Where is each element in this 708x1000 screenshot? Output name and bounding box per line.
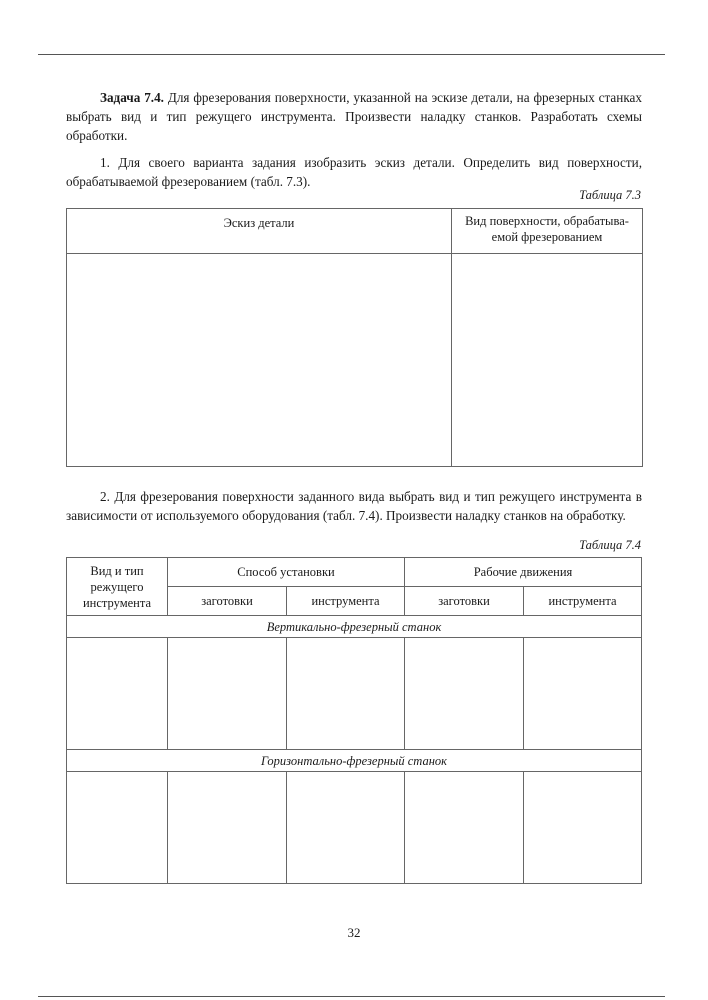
header-tool-type: Вид и тип режущего инструмента: [67, 558, 168, 616]
table-7-3-caption: Таблица 7.3: [579, 188, 641, 202]
cell-horizontal-tool[interactable]: [67, 772, 168, 884]
subheader-motion-tool: инструмента: [524, 587, 642, 616]
cell-horizontal-motion-tool[interactable]: [524, 772, 642, 884]
cell-horizontal-mount-workpiece[interactable]: [168, 772, 287, 884]
subheader-mount-workpiece: заготовки: [168, 587, 287, 616]
header-mounting-method: Способ установки: [168, 558, 405, 587]
section-vertical-milling: Вертикально-фрезерный станок: [67, 616, 642, 638]
header-rule: [38, 54, 665, 55]
table-7-4-caption: Таблица 7.4: [579, 538, 641, 552]
cell-sketch[interactable]: [67, 254, 452, 467]
step2-paragraph: [66, 487, 642, 525]
step2-text: 2. Для фрезерования поверхности заданного вида выбрать вид и тип режущего инструмента в зависимости от используемого оборудования (табл. 7.4). Произвести наладку станков на обработку.: [66, 489, 642, 523]
step1-paragraph: [66, 153, 642, 191]
section-horizontal-milling: Горизонтально-фрезерный станок: [67, 750, 642, 772]
cell-vertical-motion-tool[interactable]: [524, 638, 642, 750]
table-7-4: [66, 557, 642, 884]
header-working-motions: Рабочие движения: [405, 558, 642, 587]
cell-vertical-motion-workpiece[interactable]: [405, 638, 524, 750]
subheader-mount-tool: инструмента: [287, 587, 405, 616]
cell-horizontal-mount-tool[interactable]: [287, 772, 405, 884]
cell-vertical-tool[interactable]: [67, 638, 168, 750]
cell-horizontal-motion-workpiece[interactable]: [405, 772, 524, 884]
page-number: 32: [347, 925, 361, 940]
step1-text: 1. Для своего варианта задания изобразить эскиз детали. Определить вид поверхности, обрабатываемой фрезерованием (табл. 7.3).: [66, 155, 642, 189]
cell-vertical-mount-tool[interactable]: [287, 638, 405, 750]
table-7-3: [66, 208, 643, 467]
task-paragraph: [66, 88, 642, 145]
cell-vertical-mount-workpiece[interactable]: [168, 638, 287, 750]
subheader-motion-workpiece: заготовки: [405, 587, 524, 616]
footer-rule: [38, 996, 665, 997]
cell-surface-type[interactable]: [452, 254, 643, 467]
header-sketch: Эскиз детали: [67, 209, 452, 254]
task-label: Задача 7.4.: [100, 90, 164, 105]
task-text: Для фрезерования поверхности, указанной на эскизе детали, на фрезерных станках выбрать вид и тип режущего инструмента. Произвести наладку станков. Разработать схемы обработки.: [66, 90, 642, 143]
header-surface-type: Вид поверхности, обрабатыва-емой фрезерованием: [452, 209, 643, 254]
